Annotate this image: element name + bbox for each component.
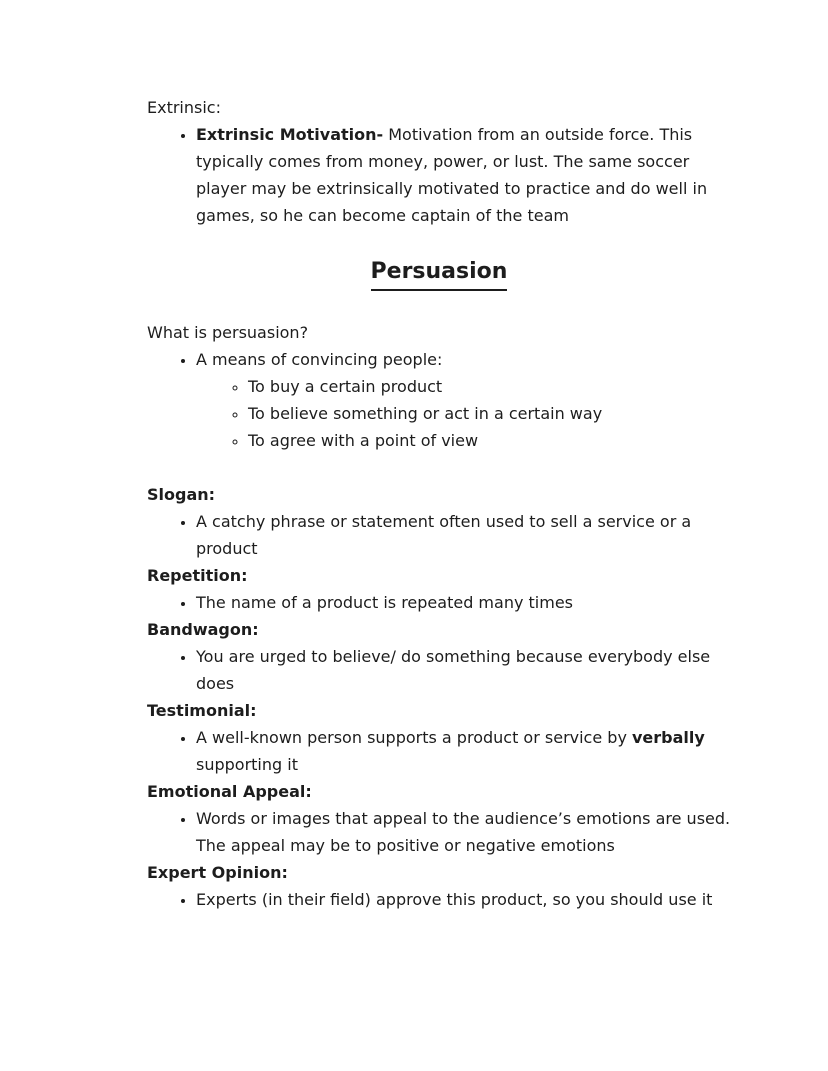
extrinsic-definition: Motivation from an outside force. This typically comes from money, power, or lust. The same soccer player may be extrinsically motivated to practice and do well in games, so he can become captain of the team — [196, 125, 708, 225]
intro-bullet-text: A means of convincing people: — [196, 350, 443, 369]
testimonial-text-before: A well-known person supports a product or service by — [196, 728, 632, 747]
page-title-text: Persuasion — [371, 255, 508, 291]
technique-term-slogan: Slogan: — [147, 485, 216, 504]
document-content — [147, 0, 731, 913]
technique-definition: • A catchy phrase or statement often used to sell a service or a product — [196, 508, 731, 562]
technique-term-emotional-appeal: Emotional Appeal: — [147, 782, 312, 801]
technique-definition — [196, 724, 731, 778]
technique-definition: • You are urged to believe/ do something because everybody else does — [196, 643, 731, 697]
testimonial-bold-word: verbally — [632, 728, 705, 747]
technique-bullet-list — [147, 886, 731, 913]
technique-bullet-list — [147, 508, 731, 562]
intro-question: What is persuasion? — [147, 323, 309, 342]
technique-definition: • Experts (in their field) approve this product, so you should use it — [196, 886, 731, 913]
technique-bullet-list — [147, 724, 731, 778]
technique-definition: • Words or images that appeal to the audience’s emotions are used. The appeal may be to positive or negative emotions — [196, 805, 731, 859]
page-title — [147, 255, 731, 291]
extrinsic-bullet-list — [147, 121, 731, 229]
technique-term-expert-opinion: Expert Opinion: — [147, 863, 288, 882]
technique-term-repetition: Repetition: — [147, 566, 248, 585]
extrinsic-label: Extrinsic: — [147, 98, 221, 117]
technique-bullet-list — [147, 589, 731, 616]
intro-sub-bullet: ◦ To buy a certain product — [248, 373, 731, 400]
extrinsic-bullet — [196, 121, 731, 229]
intro-bullet — [196, 346, 731, 454]
extrinsic-term: Extrinsic Motivation- — [196, 125, 384, 144]
blank-line — [147, 454, 731, 481]
intro-sub-bullet: ◦ To agree with a point of view — [248, 427, 731, 454]
technique-bullet-list — [147, 805, 731, 859]
testimonial-text-after: supporting it — [196, 755, 298, 774]
intro-bullet-list — [147, 346, 731, 454]
technique-term-bandwagon: Bandwagon: — [147, 620, 259, 639]
technique-term-testimonial: Testimonial: — [147, 701, 257, 720]
technique-definition: • The name of a product is repeated many times — [196, 589, 731, 616]
technique-bullet-list — [147, 643, 731, 697]
intro-sub-bullet-list — [196, 373, 731, 454]
intro-sub-bullet: ◦ To believe something or act in a certain way — [248, 400, 731, 427]
